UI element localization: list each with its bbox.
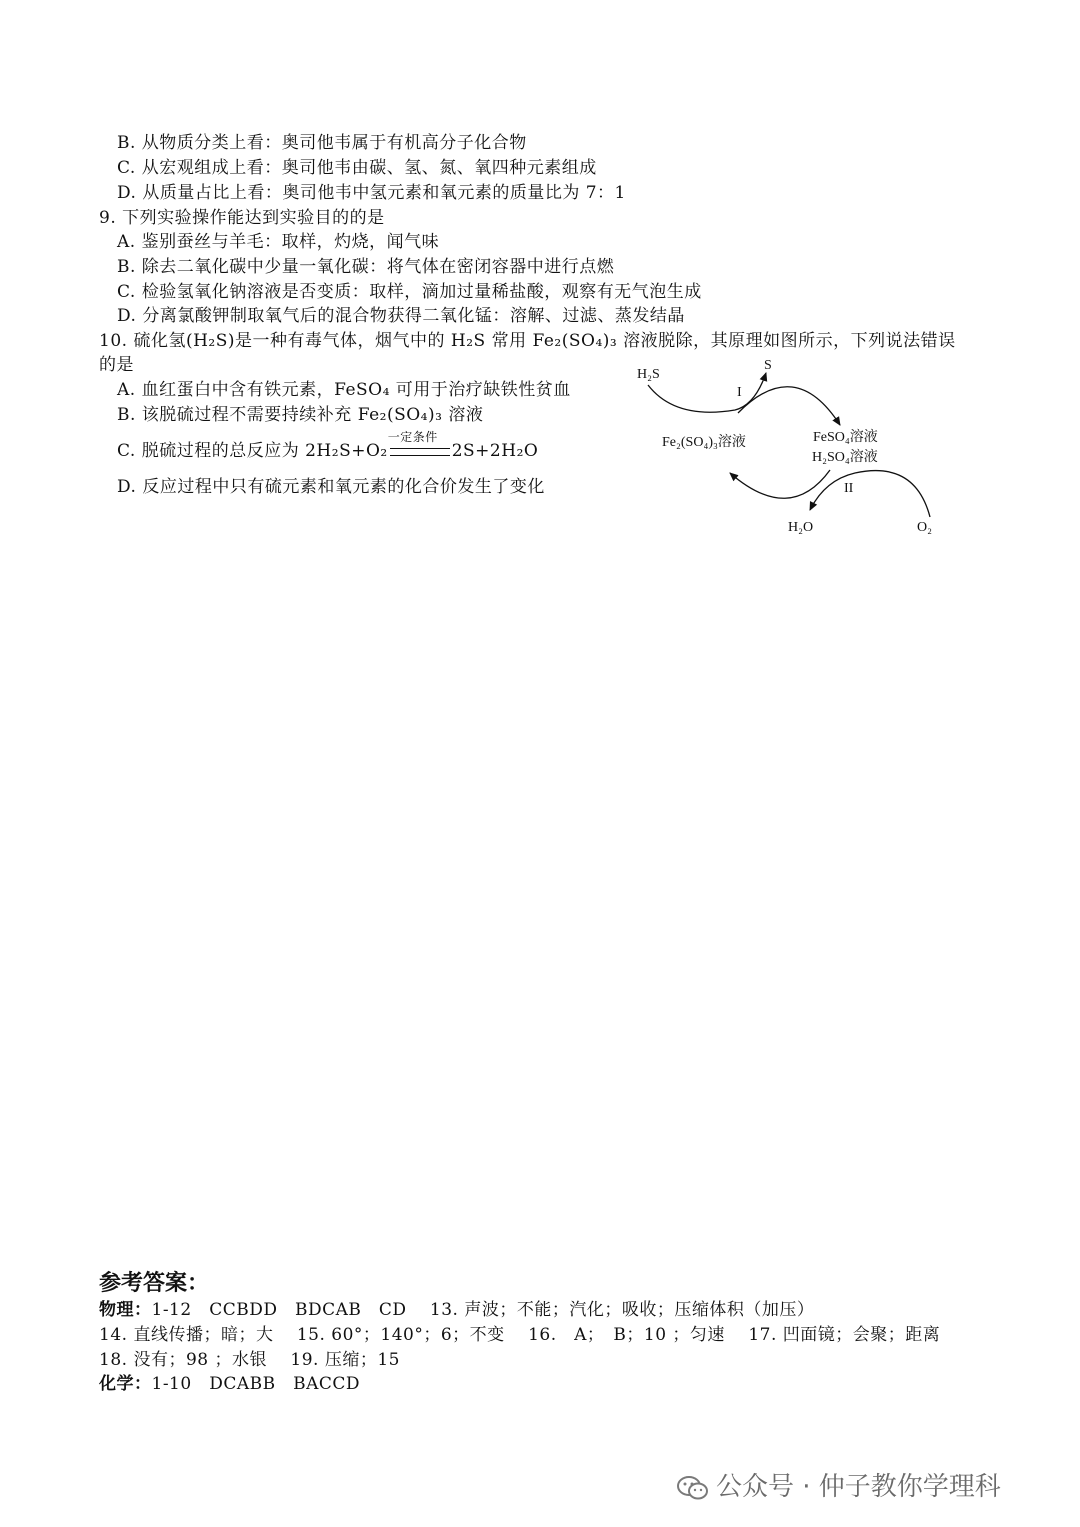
q8-option-b: B. 从物质分类上看：奥司他韦属于有机高分子化合物 [117, 133, 527, 153]
q10-option-c [117, 430, 539, 462]
answers-physics-line2: 14. 直线传播；暗；大 15. 60°；140°；6；不变 16. A； B；10 ；匀速 17. 凹面镜；会聚；距离 [99, 1325, 941, 1345]
q10-option-d: D. 反应过程中只有硫元素和氧元素的化合价发生了变化 [117, 477, 545, 497]
reaction-condition-sign [387, 430, 452, 462]
q10-option-a: A. 血红蛋白中含有铁元素，FeSO₄ 可用于治疗缺铁性贫血 [117, 380, 571, 400]
o2-input-arc [810, 471, 930, 517]
chemistry-answers-1: 1-10 DCABB BACCD [151, 1374, 361, 1394]
q8-option-c: C. 从宏观组成上看：奥司他韦由碳、氢、氮、氧四种元素组成 [117, 158, 597, 178]
step2-arc [730, 470, 830, 498]
q10-option-c-suffix: 2S+2H₂O [451, 441, 539, 461]
chemistry-label: 化学： [99, 1374, 152, 1394]
answers-title: 参考答案： [99, 1271, 210, 1296]
label-step1: I [737, 385, 742, 400]
label-h2so4-solution: H₂SO₄溶液 [812, 450, 878, 465]
q9-option-d: D. 分离氯酸钾制取氧气后的混合物获得二氧化锰：溶解、过滤、蒸发结晶 [117, 306, 685, 326]
q9-stem: 9. 下列实验操作能达到实验目的的是 [99, 208, 385, 228]
q9-option-b: B. 除去二氧化碳中少量一氧化碳：将气体在密闭容器中进行点燃 [117, 257, 615, 277]
wechat-icon [676, 1474, 710, 1502]
q10-stem-line1: 10. 硫化氢(H₂S)是一种有毒气体，烟气中的 H₂S 常用 Fe₂(SO₄)₃ 溶液脱除，其原理如图所示，下列说法错误 [99, 331, 956, 351]
reaction-condition: 一定条件 [387, 430, 438, 444]
label-s: S [764, 358, 772, 373]
q10-option-c-prefix: C. 脱硫过程的总反应为 2H₂S+O₂ [117, 441, 388, 461]
answers-chemistry-line1 [99, 1373, 360, 1395]
watermark-text: 公众号 · 仲子教你学理科 [716, 1472, 1001, 1502]
watermark [676, 1466, 1001, 1503]
h2s-input-arc [648, 373, 766, 412]
q10-stem-line2: 的是 [99, 355, 134, 375]
q9-option-c: C. 检验氢氧化钠溶液是否变质：取样，滴加过量稀盐酸，观察有无气泡生成 [117, 282, 702, 302]
physics-label: 物理： [99, 1300, 152, 1320]
answers-physics-line1 [99, 1299, 814, 1321]
label-h2s: H₂S [637, 367, 660, 382]
equals-bar [390, 448, 450, 456]
label-feso4-solution: FeSO₄溶液 [813, 430, 878, 445]
physics-answers-1: 1-12 CCBDD BDCAB CD 13. 声波；不能；汽化；吸收；压缩体积（加压） [151, 1300, 815, 1320]
q8-option-d: D. 从质量占比上看：奥司他韦中氢元素和氧元素的质量比为 7：1 [117, 183, 626, 203]
step1-arc [738, 387, 840, 425]
desulfurization-cycle-diagram [630, 355, 960, 545]
q9-option-a: A. 鉴别蚕丝与羊毛：取样，灼烧，闻气味 [117, 232, 440, 252]
answers-physics-line3: 18. 没有；98 ；水银 19. 压缩；15 [99, 1350, 400, 1370]
label-h2o: H₂O [788, 520, 814, 535]
label-fe2so43-solution: Fe₂(SO₄)₃溶液 [662, 435, 746, 450]
q10-option-b: B. 该脱硫过程不需要持续补充 Fe₂(SO₄)₃ 溶液 [117, 405, 484, 425]
label-step2: II [844, 481, 854, 496]
label-o2: O₂ [917, 520, 932, 535]
